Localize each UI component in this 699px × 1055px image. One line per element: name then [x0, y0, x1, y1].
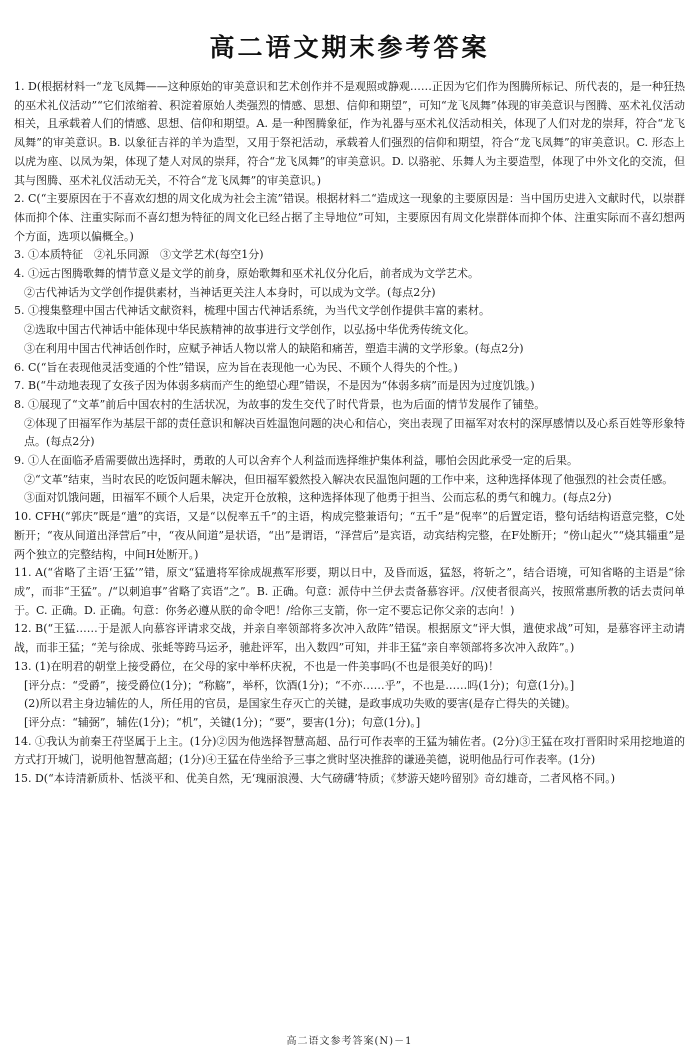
answer-item: 13. (1)在明君的朝堂上接受爵位，在父母的家中举杯庆祝，不也是一件美事吗(不也是很美好的吗)！	[14, 659, 500, 673]
answer-item: 14. ①我认为前秦王苻坚属于上主。(1分)②因为他选择智慧高超、品行可作表率的王猛为辅佐者。(2分)③王猛在攻打晋阳时采用挖地道的方式打开城门，说明他智慧高超；(1分)④王猛在侍坐给予三事之赏时坚决推辞的谦逊美德，说明他品行可作表率。(1分)	[14, 734, 685, 767]
answer-subitem: ②选取中国古代神话中能体现中华民族精神的故事进行文学创作，以弘扬中华优秀传统文化。	[24, 323, 475, 337]
answer-subitem: ②古代神话为文学创作提供素材，当神话更关注人本身时，可以成为文学。(每点2分)	[24, 285, 436, 299]
answer-item: 4. ①远古图腾歌舞的情节意义是文学的前身，原始歌舞和巫术礼仪分化后，前者成为文学艺术。	[14, 267, 479, 281]
answer-item: 5. ①搜集整理中国古代神话文献资料，梳理中国古代神话系统，为当代文学创作提供丰富的素材。	[14, 304, 490, 318]
answer-list	[14, 78, 685, 789]
answer-item: 10. CFH(“郭庆”既是“遣”的宾语，又是“以倪率五千”的主语，构成完整兼语句；“五千”是“倪率”的后置定语，整句话结构语意完整，C处断开；“夜从间道出泽营后”中，“夜从间道”是状语，“出”是谓语，“泽营后”是宾语，动宾结构完整，在F处断开；“傍山起火”“烧其辎重”是两个独立的完整结构，中间H处断开。)	[14, 510, 685, 561]
answer-subitem: ③面对饥饿问题，田福军不顾个人后果，决定开仓放粮，这种选择体现了他勇于担当、公而忘私的勇气和魄力。(每点2分)	[24, 491, 612, 505]
answer-subitem: ②“文革”结束，当时农民的吃饭问题未解决，但田福军毅然投入解决农民温饱问题的工作中来，这种选择体现了他强烈的社会责任感。	[24, 472, 674, 486]
answer-subitem: [评分点：“受爵”，接受爵位(1分)；“称觞”，举杯，饮酒(1分)；“不亦……乎”，不也是……吗(1分)；句意(1分)。]	[24, 678, 575, 692]
answer-item: 8. ①展现了“文革”前后中国农村的生活状况，为故事的发生交代了时代背景，也为后面的情节发展作了铺垫。	[14, 397, 546, 411]
answer-item: 12. B(“王猛……于是派人向慕容评请求交战，并亲自率领部将多次冲入敌阵”错误。根据原文“评大惧，遣使求战”可知，是慕容评主动请战，而非王猛；“羌与徐成、张蚝等跨马运矛，驰赴评军，出入数四”可知，并非王猛“亲自率领部将多次冲入敌阵”。)	[14, 622, 685, 655]
answer-item: 3. ①本质特征 ②礼乐同源 ③文学艺术(每空1分)	[14, 248, 264, 262]
answer-subitem: [评分点：“辅弼”，辅佐(1分)；“机”，关键(1分)；“要”，要害(1分)；句意(1分)。]	[24, 715, 421, 729]
answer-subitem: (2)所以君主身边辅佐的人，所任用的官员，是国家生存灭亡的关键，是政事成功失败的要害(是存亡得失的关键)。	[24, 697, 577, 711]
page-footer: 高二语文参考答案(N)－1	[286, 1036, 413, 1047]
answer-item: 6. C(“旨在表现他灵活变通的个性”错误，应为旨在表现他一心为民、不顾个人得失的个性。)	[14, 360, 458, 374]
answer-item: 1. D(根据材料一“龙飞凤舞——这种原始的审美意识和艺术创作并不是观照或静观……正因为它们作为图腾所标记、所代表的，是一种狂热的巫术礼仪活动”“它们浓缩着、积淀着原始人类强烈的情感、思想、信仰和期望”，可知“龙飞凤舞”体现的审美意识与图腾、巫术礼仪活动相关，且承载着人们的情感、思想、信仰和期望。A. 是一种图腾象征，作为礼器与巫术礼仪活动相关，体现了人们对龙的崇拜，符合“龙飞凤舞”的审美意识。B. 以象征吉祥的羊为造型，又用于祭祀活动，承载着人们强烈的信仰和期望，符合“龙飞凤舞”的审美意识。C. 形态上以虎为座、以凤为架，体现了楚人对凤的崇拜，符合“龙飞凤舞”的审美意识。D. 以骆驼、乐舞人为主要造型，体现了中外文化的交流，但其与图腾、巫术礼仪活动无关，不符合“龙飞凤舞”的审美意识。)	[14, 80, 685, 187]
page-title: 高二语文期末参考答案	[209, 33, 490, 62]
answer-subitem: ②体现了田福军作为基层干部的责任意识和解决百姓温饱问题的决心和信心，突出表现了田福军对农村的深厚感情以及心系百姓等形象特点。(每点2分)	[24, 416, 685, 449]
answer-item: 9. ①人在面临矛盾需要做出选择时，勇敢的人可以舍弃个人利益而选择维护集体利益，哪怕会因此承受一定的后果。	[14, 454, 578, 468]
answer-subitem: ③在利用中国古代神话创作时，应赋予神话人物以常人的缺陷和痛苦，塑造丰满的文学形象。(每点2分)	[24, 341, 524, 355]
answer-item: 2. C(“主要原因在于不喜欢幻想的周文化成为社会主流”错误。根据材料二“造成这一现象的主要原因是：当中国历史进入文献时代，以崇群体而抑个体、注重实际而不喜幻想为特征的周文化已经占据了主导地位”可知，主要原因有周文化崇群体而抑个体、注重实际而不喜幻想两个方面，选项以偏概全。)	[14, 192, 685, 243]
answer-item: 15. D(“本诗清新质朴、恬淡平和、优美自然，无‘瑰丽浪漫、大气磅礴’特质；《梦游天姥吟留别》奇幻雄奇，二者风格不同。)	[14, 772, 616, 786]
answer-item: 11. A(“省略了主语‘王猛’”错，原文“猛遣将军徐成觇燕军形要，期以日中，及昏而返，猛怒，将斩之”，结合语境，可知省略的主语是“徐成”，而非“王猛”。/“以刺追事”省略了宾语“之”。B. 正确。句意：派侍中兰伊去责备慕容评。/汉使者很高兴，按照常惠所教的话去责问单于。C. 正确。D. 正确。句意：你务必遵从朕的命令吧！/给你三支箭，你一定不要忘记你父亲的志向！)	[14, 566, 685, 617]
answer-item: 7. B(“牛动地表现了女孩子因为体弱多病而产生的绝望心理”错误，不是因为“体弱多病”而是因为过度饥饿。)	[14, 379, 535, 393]
